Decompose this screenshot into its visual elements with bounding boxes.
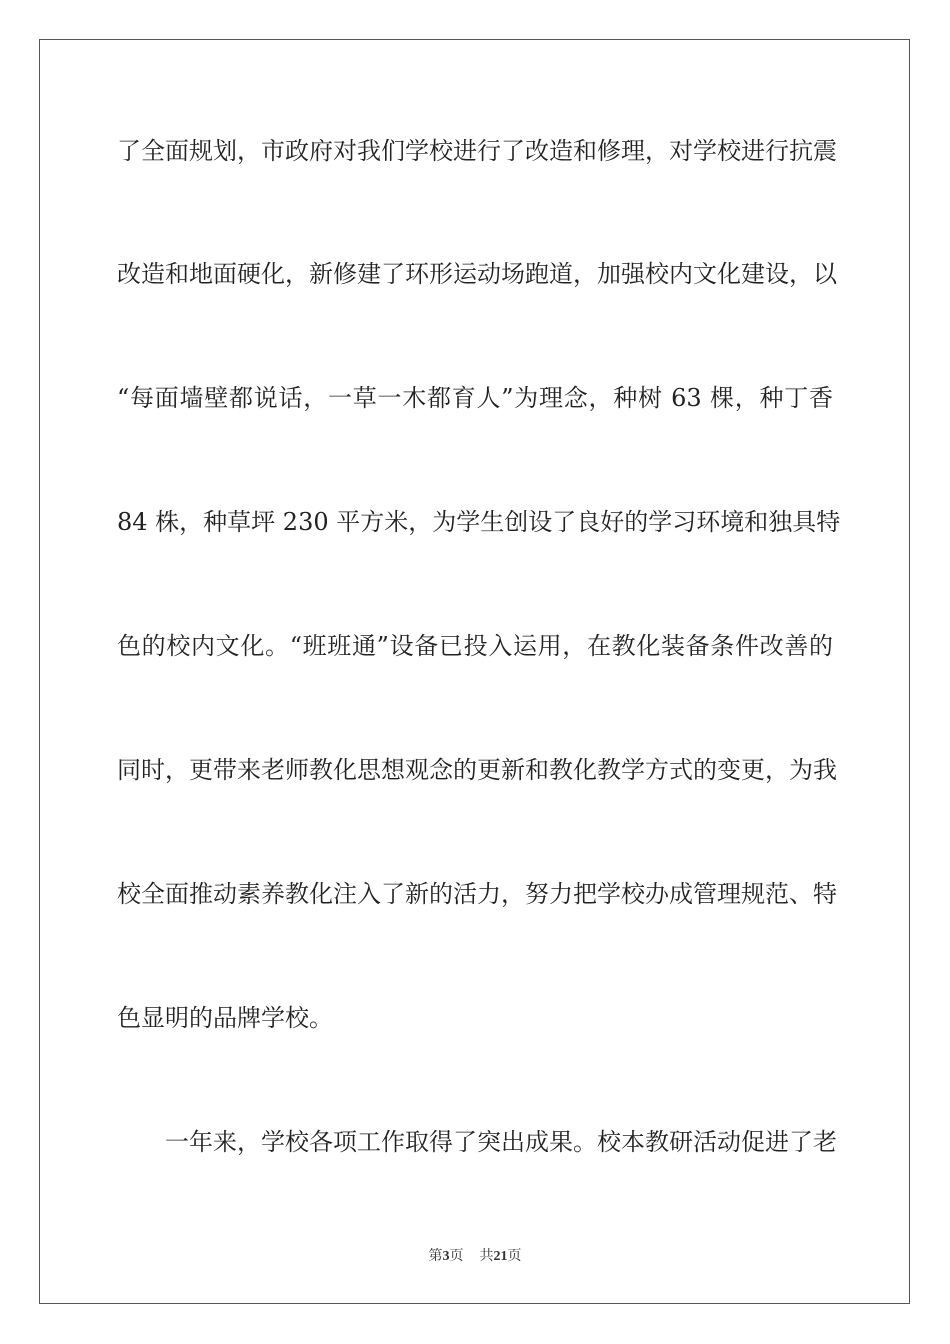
page-border	[39, 39, 910, 1304]
page-footer	[0, 1246, 950, 1268]
body-text-line-6: 同时，更带来老师教化思想观念的更新和教化教学方式的变更，为我	[117, 756, 837, 784]
footer-page-number: 3	[442, 1249, 450, 1264]
footer-total-suffix: 页	[507, 1249, 522, 1264]
body-text-line-2: 改造和地面硬化，新修建了环形运动场跑道，加强校内文化建设，以	[117, 260, 837, 288]
footer-page-suffix: 页	[449, 1249, 464, 1264]
footer-page-prefix: 第	[428, 1249, 443, 1264]
body-text-line-1: 了全面规划，市政府对我们学校进行了改造和修理，对学校进行抗震	[117, 137, 837, 165]
body-text-line-3: “每面墙壁都说话，一草一木都育人”为理念，种树 63 棵，种丁香	[117, 384, 833, 412]
body-text-line-7: 校全面推动素养教化注入了新的活力，努力把学校办成管理规范、特	[117, 880, 837, 908]
footer-total-pages: 21	[493, 1249, 508, 1264]
body-text-line-8: 色显明的品牌学校。	[117, 1004, 333, 1032]
footer-total-prefix: 共	[479, 1249, 494, 1264]
body-text-line-5: 色的校内文化。“班班通”设备已投入运用，在教化装备条件改善的	[117, 632, 833, 660]
body-text-line-9: 一年来，学校各项工作取得了突出成果。校本教研活动促进了老	[165, 1128, 837, 1156]
body-text-line-4: 84 株，种草坪 230 平方米，为学生创设了良好的学习环境和独具特	[117, 508, 841, 536]
